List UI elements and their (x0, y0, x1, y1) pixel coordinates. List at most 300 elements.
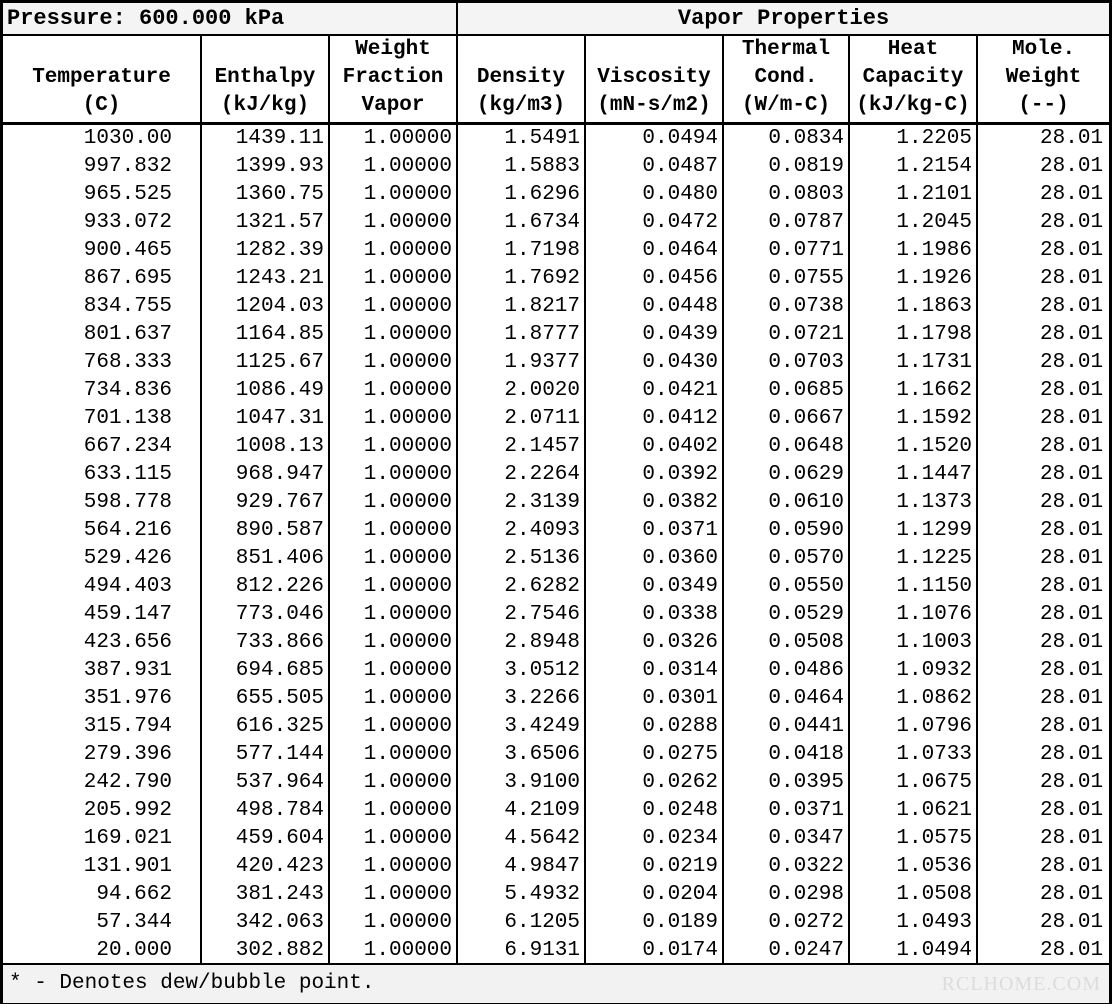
table-cell: 1.00000 (329, 433, 457, 461)
table-cell: 1399.93 (201, 153, 329, 181)
table-cell: 20.000 (3, 937, 201, 965)
table-cell: 28.01 (1040, 883, 1104, 906)
table-body (3, 124, 1109, 966)
table-cell: 28.01 (1040, 743, 1104, 766)
table-row (3, 937, 1109, 965)
table-cell: 0.0382 (585, 489, 723, 517)
table-cell: 2.3139 (457, 489, 585, 517)
table-cell: 694.685 (201, 657, 329, 685)
table-cell: 1.1003 (849, 629, 977, 657)
table-row (3, 601, 1109, 629)
table-cell: 1.1986 (849, 237, 977, 265)
table-cell: 1.7198 (457, 237, 585, 265)
table-cell: 1.2045 (849, 209, 977, 237)
table-cell: 0.0494 (585, 124, 723, 154)
table-cell: 1.00000 (329, 657, 457, 685)
table-cell: 1.1299 (849, 517, 977, 545)
table-cell: 0.0464 (723, 685, 849, 713)
table-cell: 0.0298 (723, 881, 849, 909)
table-cell: 0.0248 (585, 797, 723, 825)
table-cell: 28.01 (1040, 827, 1104, 850)
table-row (3, 909, 1109, 937)
table-cell: 1.00000 (329, 124, 457, 154)
header-line: Mole. (1012, 38, 1076, 61)
table-cell: 28.01 (1040, 631, 1104, 654)
watermark: RCLHOME.COM (941, 973, 1101, 995)
header-line: Vapor (361, 94, 425, 117)
table-cell: 1.00000 (329, 293, 457, 321)
table-cell: 0.0402 (585, 433, 723, 461)
table-cell: 0.0272 (723, 909, 849, 937)
table-cell: 1164.85 (201, 321, 329, 349)
table-cell: 0.0819 (723, 153, 849, 181)
table-cell: 28.01 (1040, 351, 1104, 374)
table-cell: 1086.49 (201, 377, 329, 405)
table-cell: 1.00000 (329, 153, 457, 181)
col-header-thermal-cond (723, 35, 849, 124)
table-cell: 1.00000 (329, 377, 457, 405)
table-cell: 342.063 (201, 909, 329, 937)
table-cell: 655.505 (201, 685, 329, 713)
table-cell: 1.1447 (849, 461, 977, 489)
table-cell: 1.0575 (849, 825, 977, 853)
table-cell: 0.0834 (723, 124, 849, 154)
table-cell: 0.0371 (723, 797, 849, 825)
table-row (3, 321, 1109, 349)
table-cell: 1.1662 (849, 377, 977, 405)
table-cell: 0.0755 (723, 265, 849, 293)
table-row (3, 741, 1109, 769)
table-cell: 1.00000 (329, 321, 457, 349)
table-cell: 28.01 (1040, 435, 1104, 458)
table-cell: 28.01 (1040, 911, 1104, 934)
table-cell: 1360.75 (201, 181, 329, 209)
col-header-weight-fraction-vapor (329, 35, 457, 124)
table-cell: 1.00000 (329, 713, 457, 741)
table-cell: 1282.39 (201, 237, 329, 265)
table-cell: 1.00000 (329, 461, 457, 489)
table-cell: 0.0570 (723, 545, 849, 573)
pressure-label: Pressure: 600.000 kPa (3, 3, 457, 35)
table-row (3, 769, 1109, 797)
table-cell: 1.00000 (329, 209, 457, 237)
table-row (3, 433, 1109, 461)
table-cell: 965.525 (3, 181, 201, 209)
table-row (3, 853, 1109, 881)
table-row (3, 181, 1109, 209)
table-cell: 1.00000 (329, 909, 457, 937)
table-cell: 890.587 (201, 517, 329, 545)
table-row (3, 825, 1109, 853)
table-cell: 929.767 (201, 489, 329, 517)
table-cell: 28.01 (1040, 687, 1104, 710)
table-cell: 1.0675 (849, 769, 977, 797)
table-row (3, 293, 1109, 321)
table-cell: 28.01 (1040, 491, 1104, 514)
table-cell: 616.325 (201, 713, 329, 741)
table-row (3, 461, 1109, 489)
header-line: (mN-s/m2) (597, 94, 711, 117)
table-cell: 1.00000 (329, 825, 457, 853)
table-cell: 1.00000 (329, 797, 457, 825)
table-cell: 1.00000 (329, 881, 457, 909)
table-cell: 537.964 (201, 769, 329, 797)
table-cell: 1.0621 (849, 797, 977, 825)
table-cell: 4.5642 (457, 825, 585, 853)
table-cell: 1.2154 (849, 153, 977, 181)
table-cell: 351.976 (3, 685, 201, 713)
table-cell: 1.00000 (329, 405, 457, 433)
col-header-mole-weight (977, 35, 1109, 124)
table-row (3, 405, 1109, 433)
table-cell: 2.0020 (457, 377, 585, 405)
table-cell: 1.2205 (849, 124, 977, 154)
table-cell: 381.243 (201, 881, 329, 909)
table-cell: 1.0536 (849, 853, 977, 881)
table-cell: 1.9377 (457, 349, 585, 377)
table-cell: 4.9847 (457, 853, 585, 881)
table-cell: 0.0247 (723, 937, 849, 965)
table-cell: 2.1457 (457, 433, 585, 461)
table-cell: 0.0508 (723, 629, 849, 657)
table-row (3, 517, 1109, 545)
table-cell: 28.01 (1040, 463, 1104, 486)
table-cell: 0.0301 (585, 685, 723, 713)
table-cell: 1.6734 (457, 209, 585, 237)
table-cell: 2.0711 (457, 405, 585, 433)
table-cell: 2.2264 (457, 461, 585, 489)
table-cell: 2.6282 (457, 573, 585, 601)
table-cell: 28.01 (1040, 771, 1104, 794)
table-cell: 701.138 (3, 405, 201, 433)
table-cell: 1.00000 (329, 489, 457, 517)
header-line: Temperature (32, 66, 171, 89)
header-line: (kJ/kg-C) (856, 94, 970, 117)
table-row (3, 685, 1109, 713)
table-cell: 1.1798 (849, 321, 977, 349)
table-row (3, 153, 1109, 181)
table-cell: 0.0771 (723, 237, 849, 265)
header-line: Thermal (741, 38, 831, 61)
table-cell: 1047.31 (201, 405, 329, 433)
table-cell: 1.00000 (329, 349, 457, 377)
table-cell: 0.0787 (723, 209, 849, 237)
table-cell: 1125.67 (201, 349, 329, 377)
table-cell: 0.0338 (585, 601, 723, 629)
table-cell: 1.7692 (457, 265, 585, 293)
table-cell: 242.790 (3, 769, 201, 797)
table-row (3, 265, 1109, 293)
header-line (458, 36, 584, 64)
table-cell: 0.0472 (585, 209, 723, 237)
table-cell: 6.1205 (457, 909, 585, 937)
table-cell: 302.882 (201, 937, 329, 965)
table-cell: 1.00000 (329, 545, 457, 573)
header-line: Fraction (342, 66, 444, 89)
table-cell: 0.0349 (585, 573, 723, 601)
col-header-temperature (3, 35, 201, 124)
table-cell: 1.1076 (849, 601, 977, 629)
table-cell: 315.794 (3, 713, 201, 741)
table-cell: 933.072 (3, 209, 201, 237)
table-cell: 494.403 (3, 573, 201, 601)
table-cell: 564.216 (3, 517, 201, 545)
table-cell: 1439.11 (201, 124, 329, 154)
header-line: (kg/m3) (476, 94, 566, 117)
table-cell: 28.01 (1040, 799, 1104, 822)
table-cell: 28.01 (1040, 547, 1104, 570)
table-cell: 1.00000 (329, 265, 457, 293)
table-cell: 1.8777 (457, 321, 585, 349)
section-title: Vapor Properties (457, 3, 1109, 35)
table-cell: 0.0448 (585, 293, 723, 321)
table-cell: 3.0512 (457, 657, 585, 685)
table-row (3, 209, 1109, 237)
table-row (3, 545, 1109, 573)
table-cell: 131.901 (3, 853, 201, 881)
table-cell: 28.01 (1040, 127, 1104, 150)
table-cell: 279.396 (3, 741, 201, 769)
table-cell: 498.784 (201, 797, 329, 825)
table-cell: 1.00000 (329, 517, 457, 545)
header-line: (kJ/kg) (220, 94, 310, 117)
table-cell: 1.1150 (849, 573, 977, 601)
table-cell: 0.0803 (723, 181, 849, 209)
table-cell: 94.662 (3, 881, 201, 909)
table-cell: 1.1863 (849, 293, 977, 321)
table-cell: 0.0322 (723, 853, 849, 881)
table-cell: 1.00000 (329, 685, 457, 713)
header-line: Capacity (862, 66, 964, 89)
header-line: (W/m-C) (741, 94, 831, 117)
table-cell: 2.5136 (457, 545, 585, 573)
table-cell: 768.333 (3, 349, 201, 377)
footnote: * - Denotes dew/bubble point. (9, 972, 375, 995)
table-cell: 0.0412 (585, 405, 723, 433)
table-row (3, 657, 1109, 685)
table-cell: 1.1520 (849, 433, 977, 461)
table-cell: 1.0733 (849, 741, 977, 769)
table-cell: 1.0493 (849, 909, 977, 937)
table-cell: 6.9131 (457, 937, 585, 965)
table-cell: 0.0326 (585, 629, 723, 657)
table-cell: 0.0204 (585, 881, 723, 909)
table-cell: 1.0494 (849, 937, 977, 965)
table-row (3, 489, 1109, 517)
table-cell: 1.6296 (457, 181, 585, 209)
table-cell: 1204.03 (201, 293, 329, 321)
table-cell: 0.0314 (585, 657, 723, 685)
table-cell: 28.01 (1040, 575, 1104, 598)
table-cell: 0.0421 (585, 377, 723, 405)
table-cell: 997.832 (3, 153, 201, 181)
table-cell: 3.9100 (457, 769, 585, 797)
table-cell: 169.021 (3, 825, 201, 853)
table-cell: 734.836 (3, 377, 201, 405)
table-cell: 0.0550 (723, 573, 849, 601)
table-cell: 28.01 (1040, 239, 1104, 262)
table-cell: 1.00000 (329, 573, 457, 601)
table-cell: 28.01 (1040, 659, 1104, 682)
table-cell: 1.00000 (329, 937, 457, 965)
table-cell: 28.01 (1040, 939, 1104, 962)
table-cell: 0.0219 (585, 853, 723, 881)
table-cell: 3.6506 (457, 741, 585, 769)
col-header-density (457, 35, 585, 124)
table-cell: 1.1225 (849, 545, 977, 573)
table-row (3, 377, 1109, 405)
table-row (3, 349, 1109, 377)
table-cell: 1.00000 (329, 237, 457, 265)
table-cell: 0.0456 (585, 265, 723, 293)
table-cell: 1008.13 (201, 433, 329, 461)
table-cell: 1.00000 (329, 853, 457, 881)
table-cell: 0.0486 (723, 657, 849, 685)
table-cell: 28.01 (1040, 379, 1104, 402)
table-cell: 0.0703 (723, 349, 849, 377)
table-cell: 423.656 (3, 629, 201, 657)
table-cell: 28.01 (1040, 519, 1104, 542)
table-cell: 0.0189 (585, 909, 723, 937)
table-cell: 28.01 (1040, 855, 1104, 878)
header-line (3, 36, 200, 64)
table-cell: 3.4249 (457, 713, 585, 741)
header-line: Heat (887, 38, 939, 61)
table-cell: 0.0262 (585, 769, 723, 797)
table-row (3, 237, 1109, 265)
table-cell: 0.0371 (585, 517, 723, 545)
table-cell: 0.0738 (723, 293, 849, 321)
table-cell: 1.1926 (849, 265, 977, 293)
table-cell: 4.2109 (457, 797, 585, 825)
table-cell: 420.423 (201, 853, 329, 881)
table-cell: 1.5491 (457, 124, 585, 154)
table-cell: 0.0288 (585, 713, 723, 741)
table-cell: 1.00000 (329, 741, 457, 769)
header-line (202, 36, 328, 64)
table-cell: 1.0796 (849, 713, 977, 741)
table-cell: 1.00000 (329, 601, 457, 629)
table-cell: 667.234 (3, 433, 201, 461)
table-cell: 1.1373 (849, 489, 977, 517)
header-line: Enthalpy (214, 66, 316, 89)
col-header-viscosity (585, 35, 723, 124)
table-cell: 834.755 (3, 293, 201, 321)
header-line (586, 36, 722, 64)
table-cell: 577.144 (201, 741, 329, 769)
table-cell: 5.4932 (457, 881, 585, 909)
table-cell: 3.2266 (457, 685, 585, 713)
header-line: Density (476, 66, 566, 89)
header-line: (--) (1018, 94, 1069, 117)
table-cell: 633.115 (3, 461, 201, 489)
table-cell: 1.0508 (849, 881, 977, 909)
table-cell: 1.0932 (849, 657, 977, 685)
table-cell: 205.992 (3, 797, 201, 825)
footer-bar (3, 963, 1109, 1003)
table-row (3, 713, 1109, 741)
table-cell: 0.0590 (723, 517, 849, 545)
header-line: Cond. (754, 66, 818, 89)
table-cell: 0.0529 (723, 601, 849, 629)
table-cell: 0.0439 (585, 321, 723, 349)
table-cell: 968.947 (201, 461, 329, 489)
table-cell: 801.637 (3, 321, 201, 349)
table-cell: 1243.21 (201, 265, 329, 293)
table-cell: 1.00000 (329, 769, 457, 797)
table-cell: 28.01 (1040, 715, 1104, 738)
table-cell: 57.344 (3, 909, 201, 937)
table-cell: 0.0487 (585, 153, 723, 181)
table-cell: 1.00000 (329, 181, 457, 209)
table-cell: 1030.00 (3, 124, 201, 154)
table-cell: 28.01 (1040, 295, 1104, 318)
table-cell: 28.01 (1040, 323, 1104, 346)
table-cell: 529.426 (3, 545, 201, 573)
col-header-enthalpy (201, 35, 329, 124)
table-cell: 0.0441 (723, 713, 849, 741)
table-row (3, 881, 1109, 909)
table-row (3, 573, 1109, 601)
table-cell: 1.00000 (329, 629, 457, 657)
col-header-heat-capacity (849, 35, 977, 124)
table-cell: 0.0418 (723, 741, 849, 769)
table-cell: 773.046 (201, 601, 329, 629)
table-cell: 1.1731 (849, 349, 977, 377)
table-cell: 598.778 (3, 489, 201, 517)
table-cell: 2.4093 (457, 517, 585, 545)
table-cell: 851.406 (201, 545, 329, 573)
table-cell: 1.5883 (457, 153, 585, 181)
table-cell: 733.866 (201, 629, 329, 657)
table-cell: 28.01 (1040, 155, 1104, 178)
table-cell: 0.0174 (585, 937, 723, 965)
table-cell: 1321.57 (201, 209, 329, 237)
table-cell: 28.01 (1040, 267, 1104, 290)
table-cell: 1.8217 (457, 293, 585, 321)
table-cell: 0.0685 (723, 377, 849, 405)
table-cell: 0.0480 (585, 181, 723, 209)
table-cell: 0.0610 (723, 489, 849, 517)
header-line: Weight (1005, 66, 1082, 89)
table-cell: 867.695 (3, 265, 201, 293)
table-cell: 28.01 (1040, 407, 1104, 430)
table-cell: 1.0862 (849, 685, 977, 713)
table-row (3, 124, 1109, 154)
table-cell: 0.0464 (585, 237, 723, 265)
table-cell: 812.226 (201, 573, 329, 601)
header-line: Viscosity (597, 66, 711, 89)
table-cell: 0.0629 (723, 461, 849, 489)
table-cell: 0.0395 (723, 769, 849, 797)
table-cell: 459.147 (3, 601, 201, 629)
properties-table (3, 3, 1109, 965)
title-row (3, 3, 1109, 35)
table-row (3, 629, 1109, 657)
table-cell: 28.01 (1040, 211, 1104, 234)
table-cell: 0.0721 (723, 321, 849, 349)
table-cell: 28.01 (1040, 183, 1104, 206)
table-cell: 900.465 (3, 237, 201, 265)
table-cell: 0.0360 (585, 545, 723, 573)
table-cell: 0.0347 (723, 825, 849, 853)
table-cell: 1.1592 (849, 405, 977, 433)
table-cell: 1.2101 (849, 181, 977, 209)
table-cell: 459.604 (201, 825, 329, 853)
table-cell: 2.8948 (457, 629, 585, 657)
header-line: (C) (82, 94, 121, 117)
table-cell: 0.0648 (723, 433, 849, 461)
